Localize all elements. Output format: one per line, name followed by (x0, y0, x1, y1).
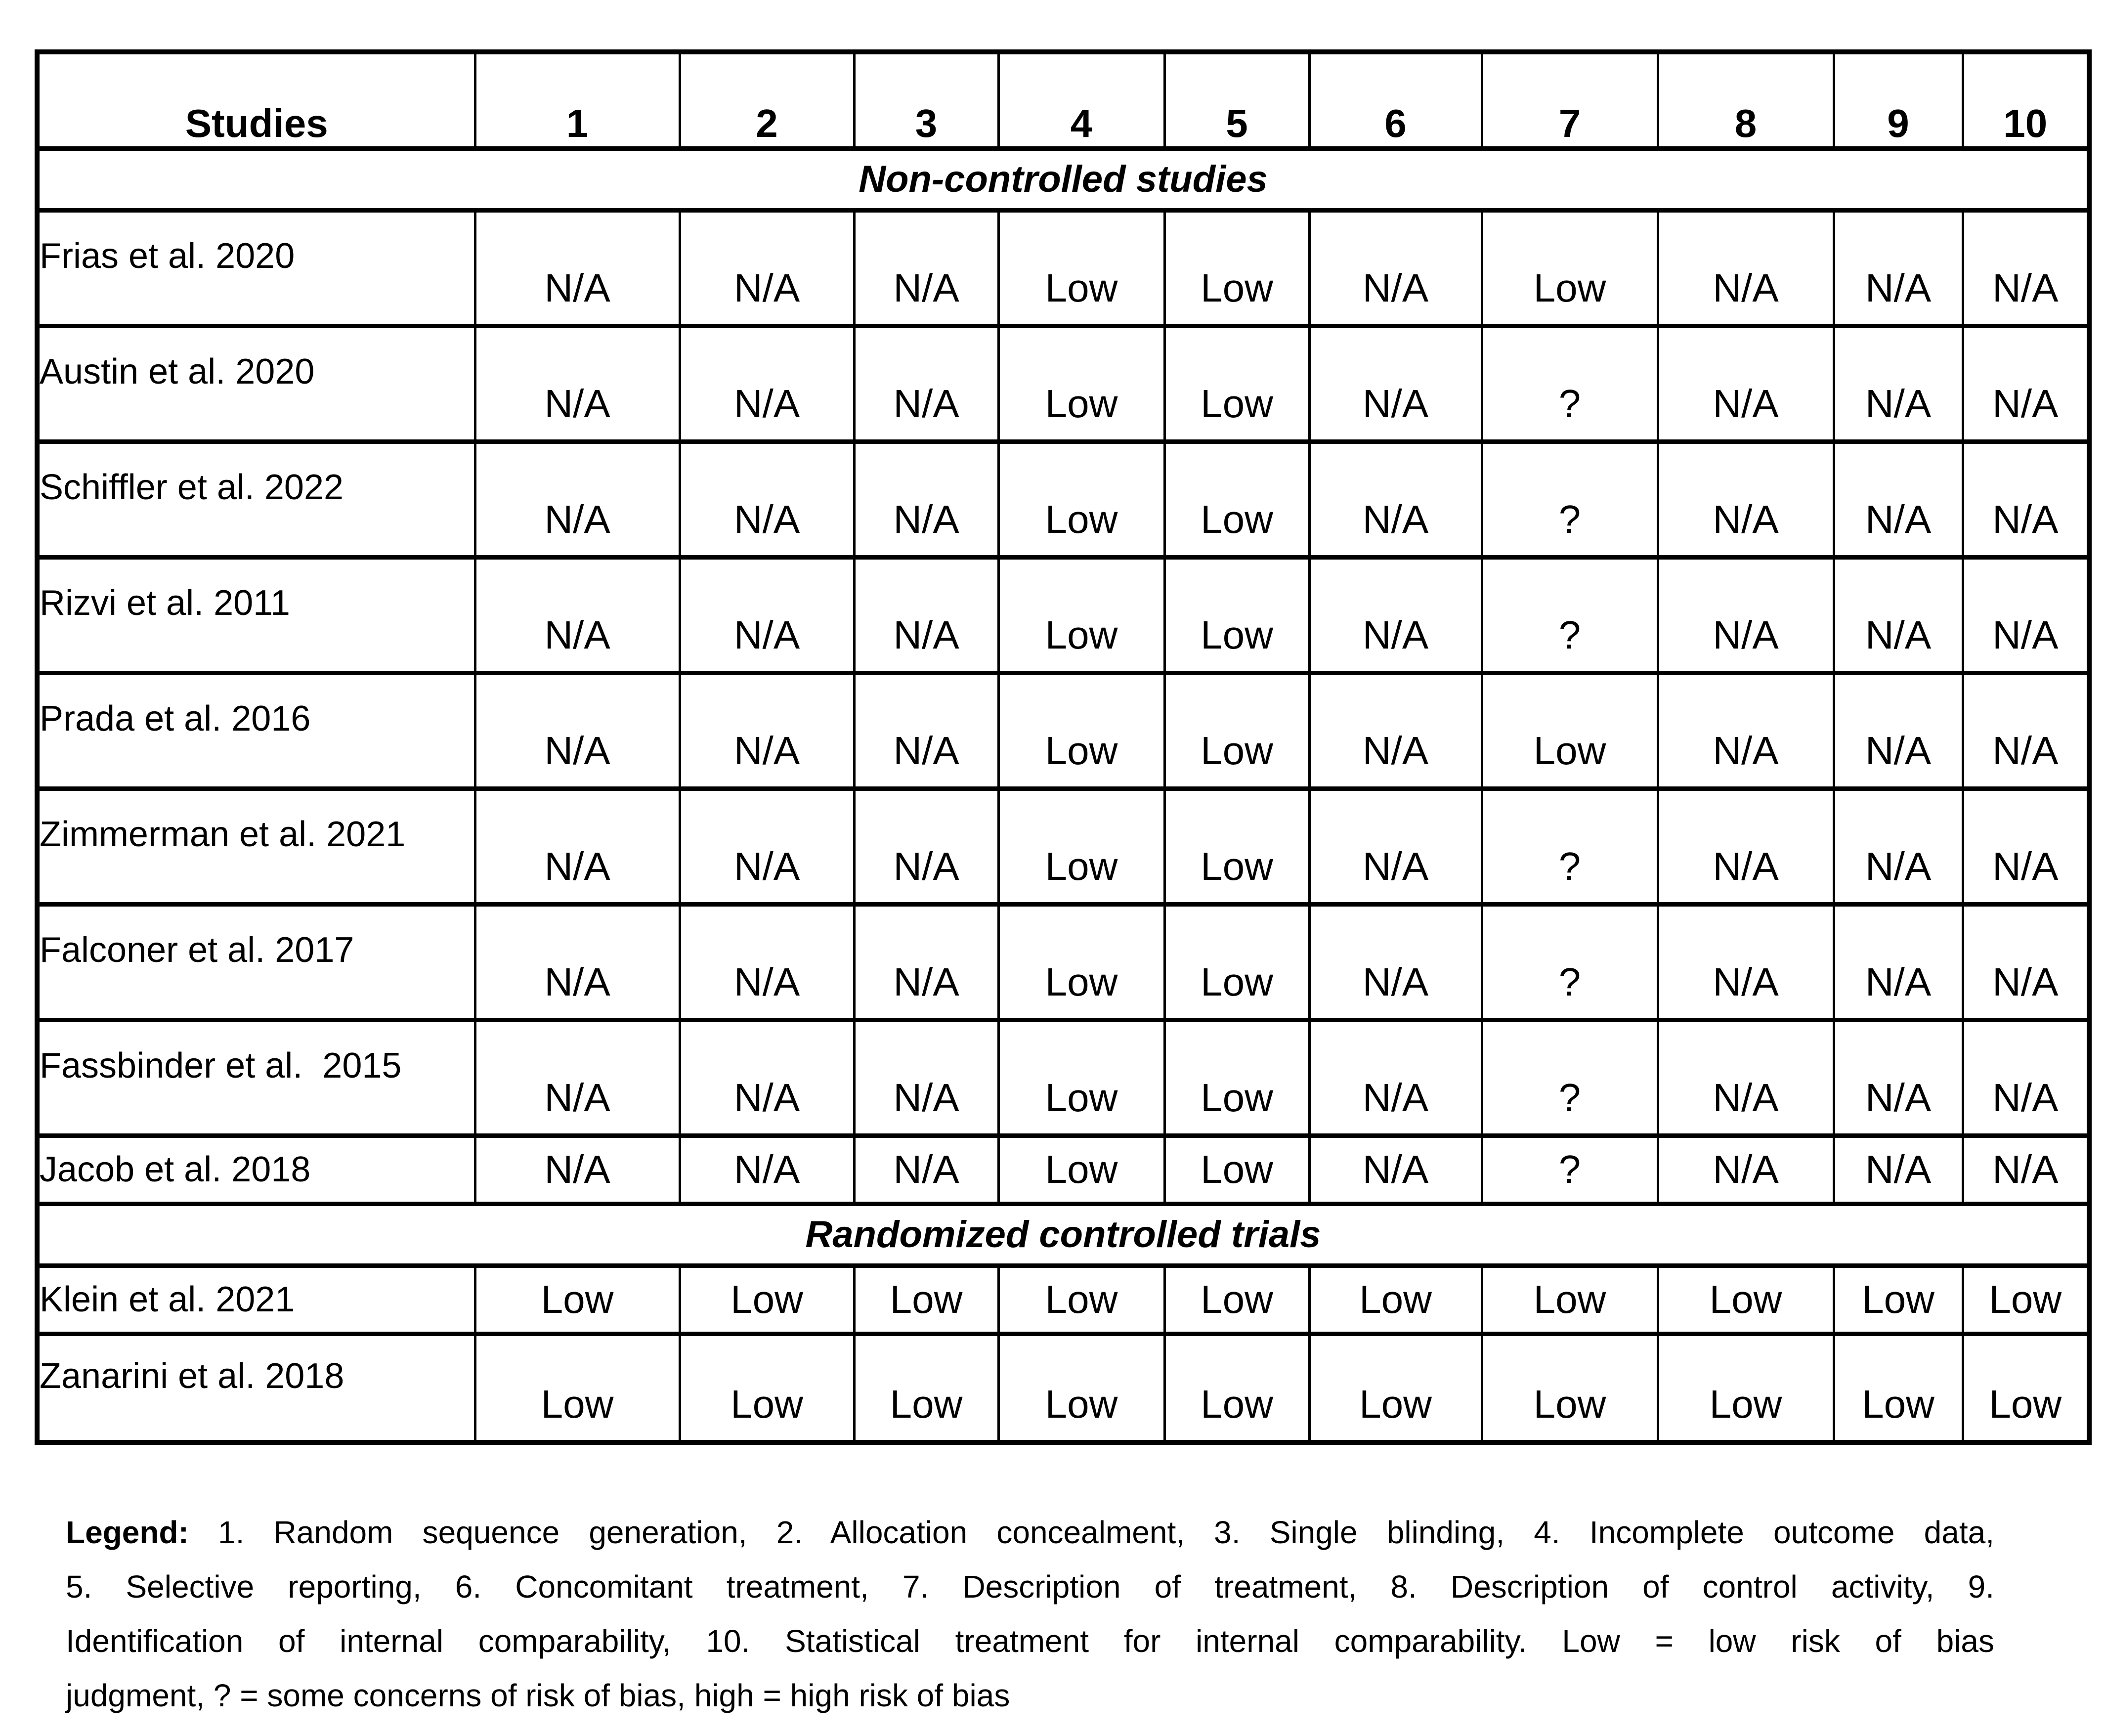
rating-cell: Low (475, 1265, 680, 1334)
rating-cell: N/A (680, 788, 854, 904)
rating-cell: N/A (1963, 1135, 2089, 1204)
rating-cell: N/A (1658, 557, 1834, 673)
column-header-2: 2 (680, 52, 854, 148)
rating-cell: ? (1482, 326, 1658, 441)
rating-cell: N/A (1834, 557, 1963, 673)
rating-cell: Low (1658, 1334, 1834, 1442)
study-name-cell: Zimmerman et al. 2021 (37, 788, 475, 904)
rating-cell: N/A (1309, 1135, 1482, 1204)
column-header-studies: Studies (37, 52, 475, 148)
study-name-cell: Zanarini et al. 2018 (37, 1334, 475, 1442)
table-row (37, 1135, 2089, 1204)
rating-cell: Low (998, 673, 1164, 788)
study-name-cell: Rizvi et al. 2011 (37, 557, 475, 673)
rating-cell: ? (1482, 1020, 1658, 1135)
rating-cell: ? (1482, 557, 1658, 673)
rating-cell: Low (998, 904, 1164, 1020)
legend-line-2 (66, 1560, 1994, 1614)
table-row (37, 557, 2089, 673)
rating-cell: N/A (475, 326, 680, 441)
rating-cell: N/A (1309, 1020, 1482, 1135)
section-label: Randomized controlled trials (37, 1204, 2089, 1265)
column-header-5: 5 (1164, 52, 1309, 148)
column-header-1: 1 (475, 52, 680, 148)
study-name-cell: Schiffler et al. 2022 (37, 441, 475, 557)
rating-cell: N/A (680, 557, 854, 673)
rating-cell: N/A (475, 673, 680, 788)
study-name-cell: Klein et al. 2021 (37, 1265, 475, 1334)
rating-cell: N/A (680, 210, 854, 326)
rating-cell: N/A (475, 1135, 680, 1204)
rating-cell: N/A (680, 1020, 854, 1135)
rating-cell: Low (1164, 788, 1309, 904)
rating-cell: Low (998, 1334, 1164, 1442)
rating-cell: N/A (1963, 441, 2089, 557)
rating-cell: Low (1164, 1334, 1309, 1442)
rating-cell: N/A (1658, 441, 1834, 557)
rating-cell: N/A (1963, 673, 2089, 788)
rating-cell: ? (1482, 788, 1658, 904)
table-body (37, 148, 2089, 1442)
rating-cell: Low (998, 326, 1164, 441)
rating-cell: N/A (1309, 673, 1482, 788)
rating-cell: N/A (854, 1135, 998, 1204)
legend-line-1 (66, 1505, 1994, 1560)
rating-cell: Low (1309, 1265, 1482, 1334)
rating-cell: N/A (1309, 326, 1482, 441)
table-row (37, 1265, 2089, 1334)
rating-cell: N/A (1309, 557, 1482, 673)
rating-cell: Low (1309, 1334, 1482, 1442)
rating-cell: Low (1164, 210, 1309, 326)
rating-cell: N/A (1834, 1020, 1963, 1135)
rating-cell: N/A (1309, 441, 1482, 557)
rating-cell: N/A (854, 557, 998, 673)
rating-cell: Low (998, 788, 1164, 904)
rating-cell: N/A (1963, 210, 2089, 326)
rating-cell: Low (1164, 1020, 1309, 1135)
study-name-cell: Fassbinder et al. 2015 (37, 1020, 475, 1135)
table-row (37, 210, 2089, 326)
rating-cell: N/A (1658, 326, 1834, 441)
rating-cell: Low (1482, 1334, 1658, 1442)
study-name-cell: Falconer et al. 2017 (37, 904, 475, 1020)
rating-cell: N/A (1834, 904, 1963, 1020)
rating-cell: Low (475, 1334, 680, 1442)
study-name-cell: Prada et al. 2016 (37, 673, 475, 788)
rating-cell: N/A (854, 326, 998, 441)
rating-cell: N/A (1834, 326, 1963, 441)
rating-cell: N/A (1658, 1020, 1834, 1135)
table-row (37, 788, 2089, 904)
legend (66, 1505, 1994, 1723)
rating-cell: N/A (1834, 788, 1963, 904)
rating-cell: N/A (1309, 210, 1482, 326)
rating-cell: Low (998, 210, 1164, 326)
table-row (37, 326, 2089, 441)
rating-cell: N/A (680, 1135, 854, 1204)
column-header-10: 10 (1963, 52, 2089, 148)
column-header-3: 3 (854, 52, 998, 148)
rating-cell: N/A (680, 673, 854, 788)
column-header-6: 6 (1309, 52, 1482, 148)
rating-cell: Low (1834, 1334, 1963, 1442)
column-header-9: 9 (1834, 52, 1963, 148)
legend-line-4 (66, 1668, 1994, 1723)
rating-cell: Low (1164, 1265, 1309, 1334)
rating-cell: Low (998, 1135, 1164, 1204)
rating-cell: N/A (1963, 1020, 2089, 1135)
rating-cell: Low (680, 1334, 854, 1442)
legend-label: Legend: (66, 1515, 189, 1550)
legend-line-3 (66, 1614, 1994, 1668)
study-name-cell: Jacob et al. 2018 (37, 1135, 475, 1204)
section-label: Non-controlled studies (37, 148, 2089, 210)
rating-cell: Low (1482, 210, 1658, 326)
rating-cell: N/A (854, 441, 998, 557)
section-header-row (37, 1204, 2089, 1265)
rating-cell: Low (1164, 557, 1309, 673)
rating-cell: N/A (1658, 1135, 1834, 1204)
column-header-4: 4 (998, 52, 1164, 148)
legend-text-3: Identification of internal comparability, 10. Statistical treatment for internal comparability. Low = low risk of bias (66, 1623, 1994, 1659)
rating-cell: ? (1482, 904, 1658, 1020)
rating-cell: N/A (1309, 904, 1482, 1020)
rating-cell: Low (1658, 1265, 1834, 1334)
column-header-8: 8 (1658, 52, 1834, 148)
rating-cell: ? (1482, 1135, 1658, 1204)
table-row (37, 441, 2089, 557)
rating-cell: N/A (854, 788, 998, 904)
table-row (37, 673, 2089, 788)
rating-cell: N/A (854, 673, 998, 788)
rating-cell: N/A (475, 441, 680, 557)
rating-cell: N/A (1834, 673, 1963, 788)
rating-cell: N/A (854, 1020, 998, 1135)
rating-cell: N/A (1658, 673, 1834, 788)
risk-of-bias-table (35, 49, 2092, 1445)
column-header-7: 7 (1482, 52, 1658, 148)
rating-cell: Low (1164, 441, 1309, 557)
rating-cell: N/A (1963, 557, 2089, 673)
table-row (37, 904, 2089, 1020)
legend-text-1: 1. Random sequence generation, 2. Allocation concealment, 3. Single blinding, 4. Incomplete outcome data, (218, 1515, 1995, 1550)
rating-cell: N/A (1963, 326, 2089, 441)
rating-cell: Low (1482, 1265, 1658, 1334)
section-header-row (37, 148, 2089, 210)
rating-cell: N/A (1834, 1135, 1963, 1204)
rating-cell: N/A (1309, 788, 1482, 904)
rating-cell: N/A (854, 904, 998, 1020)
rating-cell: N/A (1658, 210, 1834, 326)
rating-cell: N/A (1963, 788, 2089, 904)
rating-cell: Low (1164, 326, 1309, 441)
rating-cell: Low (1963, 1265, 2089, 1334)
rating-cell: Low (998, 1265, 1164, 1334)
table-row (37, 1020, 2089, 1135)
rating-cell: N/A (475, 210, 680, 326)
study-name-cell: Frias et al. 2020 (37, 210, 475, 326)
rating-cell: N/A (680, 441, 854, 557)
rating-cell: ? (1482, 441, 1658, 557)
rating-cell: Low (1963, 1334, 2089, 1442)
rating-cell: Low (1164, 1135, 1309, 1204)
rating-cell: Low (854, 1265, 998, 1334)
rating-cell: N/A (1834, 210, 1963, 326)
rating-cell: N/A (1963, 904, 2089, 1020)
rating-cell: N/A (475, 904, 680, 1020)
legend-text-4: judgment, ? = some concerns of risk of bias, high = high risk of bias (66, 1678, 1010, 1713)
table-header-row (37, 52, 2089, 148)
rating-cell: Low (1164, 673, 1309, 788)
rating-cell: Low (1164, 904, 1309, 1020)
rating-cell: Low (1482, 673, 1658, 788)
rating-cell: Low (854, 1334, 998, 1442)
rating-cell: N/A (854, 210, 998, 326)
study-name-cell: Austin et al. 2020 (37, 326, 475, 441)
rating-cell: N/A (680, 904, 854, 1020)
rating-cell: N/A (475, 788, 680, 904)
rating-cell: N/A (1834, 441, 1963, 557)
rating-cell: N/A (1658, 904, 1834, 1020)
rating-cell: N/A (475, 1020, 680, 1135)
rating-cell: Low (998, 557, 1164, 673)
rating-cell: Low (1834, 1265, 1963, 1334)
table-row (37, 1334, 2089, 1442)
legend-text-2: 5. Selective reporting, 6. Concomitant treatment, 7. Description of treatment, 8. Description of control activity, 9. (66, 1569, 1994, 1605)
rating-cell: Low (680, 1265, 854, 1334)
rating-cell: N/A (680, 326, 854, 441)
rating-cell: N/A (1658, 788, 1834, 904)
rating-cell: N/A (475, 557, 680, 673)
rating-cell: Low (998, 441, 1164, 557)
rating-cell: Low (998, 1020, 1164, 1135)
